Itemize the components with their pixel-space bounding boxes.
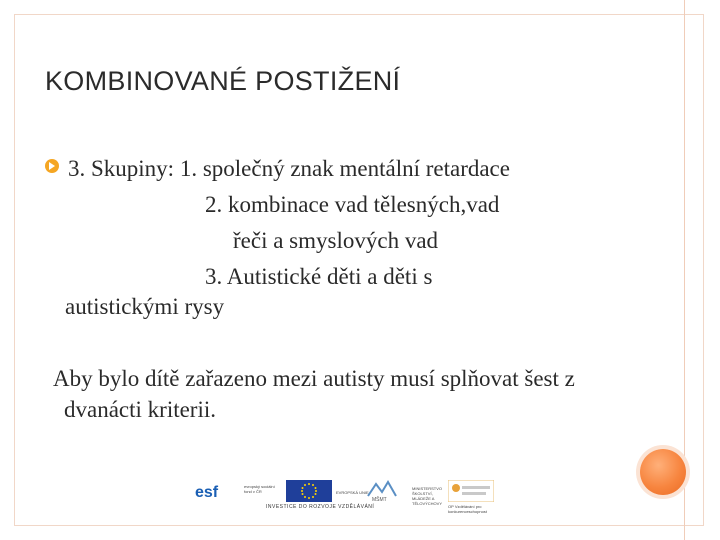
- footer-logos: [194, 478, 496, 512]
- op-logo-label: OP Vzdělávání pro konkurenceschopnost: [448, 504, 487, 514]
- investment-slogan: INVESTICE DO ROZVOJE VZDĚLÁVÁNÍ: [266, 504, 375, 510]
- bullet-line-5: autistickými rysy: [65, 294, 225, 319]
- bullet-line-2: 2. kombinace vad tělesných,vad: [205, 192, 500, 217]
- esf-logo-label: evropský sociální fond v ČR: [244, 484, 275, 494]
- msmt-logo-label: MINISTERSTVO ŠKOLSTVÍ, MLÁDEŽE A TĚLOVÝCHOVY: [412, 486, 443, 506]
- eu-flag-logo: [286, 480, 369, 502]
- eu-logo-label: EVROPSKÁ UNIE: [336, 490, 369, 495]
- decorative-vertical-line: [684, 0, 685, 540]
- op-logo-icon: [448, 480, 494, 502]
- bullet-line-3: řeči a smyslových vad: [233, 228, 439, 253]
- msmt-logo: [366, 478, 443, 506]
- msmt-logo-icon: [366, 478, 412, 502]
- svg-text:esf: esf: [195, 484, 219, 501]
- paragraph-line-2: dvanácti kriterii.: [64, 397, 216, 422]
- esf-logo-icon: [194, 480, 240, 502]
- decorative-orange-circle: [640, 449, 686, 495]
- esf-logo: [194, 480, 275, 502]
- eu-stars-icon: [286, 480, 332, 502]
- op-logo: [448, 480, 494, 514]
- slide-title: KOMBINOVANÉ POSTIŽENÍ: [45, 66, 401, 96]
- bullet-line-1: 3. Skupiny: 1. společný znak mentální retardace: [68, 156, 510, 181]
- bullet-line-4: 3. Autistické děti a děti s: [205, 264, 433, 289]
- bullet-icon: [44, 158, 60, 174]
- svg-text:MŠMT: MŠMT: [372, 497, 387, 502]
- paragraph-line-1: Aby bylo dítě zařazeno mezi autisty musí splňovat šest z: [53, 366, 575, 391]
